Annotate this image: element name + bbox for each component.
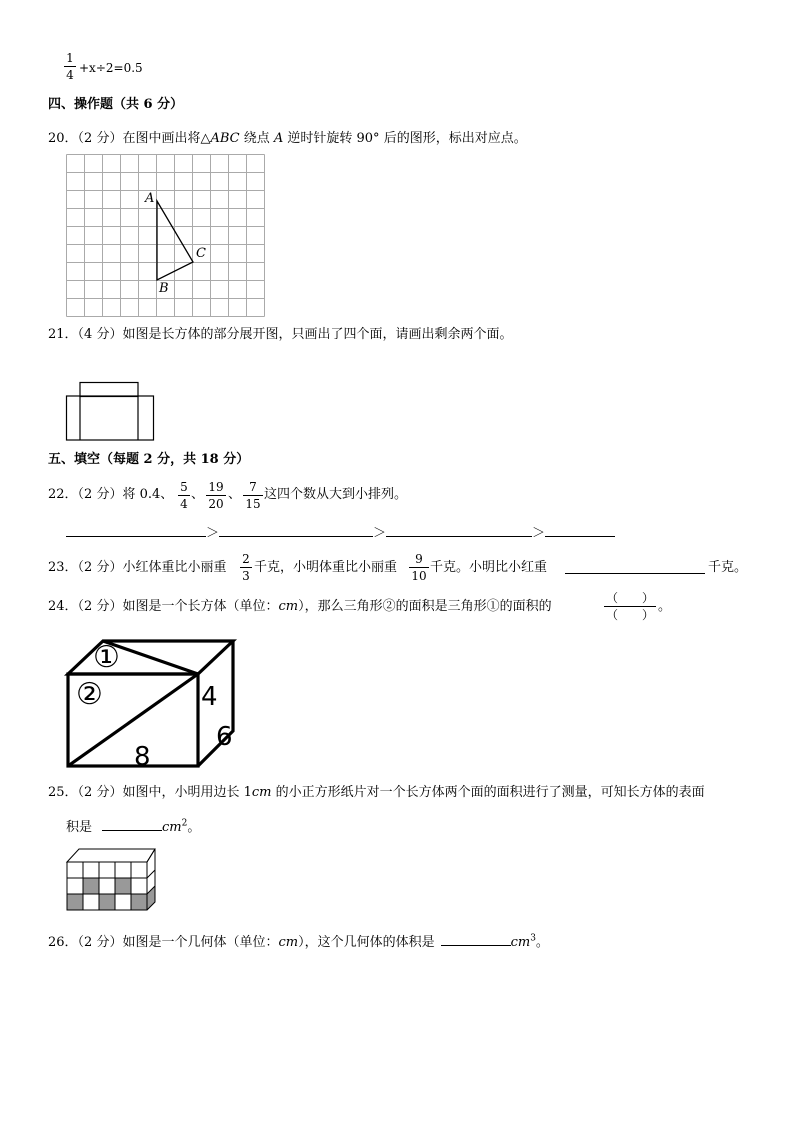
fraction-denominator: 4 [180,497,188,511]
q25-text-area: 积是 [66,820,93,835]
cuboid-net-figure [66,382,156,444]
question-21: 21．（4 分）如图是长方体的部分展开图，只画出了四个面，请画出剩余两个面。 [48,327,513,342]
greater-than-sign: ＞ [532,526,546,541]
answer-blank[interactable] [102,818,162,831]
fraction-numerator: 19 [208,480,224,494]
equation-rest: +x÷2=0.5 [79,61,143,75]
triangle-label-2: ② [76,677,103,712]
fraction-denominator: 10 [411,569,427,583]
greater-than-sign: ＞ [206,526,220,541]
q22-fraction-2 [206,481,226,510]
q25-unit-cm: cm [251,785,272,800]
question-20 [48,132,527,145]
label-point-b: B [159,281,169,296]
q20-point-a: A [273,131,284,146]
q23-unit: 千克。 [708,560,748,575]
answer-blank[interactable] [441,933,511,946]
q24-period: 。 [658,599,672,614]
answer-blank[interactable] [565,561,705,574]
fraction-numerator: 1 [66,51,74,65]
square-paper-figure [66,848,158,912]
fraction-numerator: 5 [180,480,188,494]
q25-text-end: 的小正方形纸片对一个长方体两个面的面积进行了测量，可知长方体的表面 [271,785,705,800]
answer-blank[interactable] [219,524,373,537]
q26-superscript: 3 [530,933,536,944]
q26-text-end: ），这个几何体的体积是 [298,935,435,950]
q25-superscript: 2 [181,818,188,829]
q26-period: 。 [535,935,549,950]
q26-unit: cm [510,935,531,950]
q26-unit-cm: cm [278,935,299,950]
q23-text-end: 千克。小明比小红重 [430,560,548,575]
fraction-numerator-blank[interactable]: （ ） [605,591,654,605]
fraction-one-quarter [64,52,76,81]
q22-answer-row [66,524,615,540]
fraction-denominator: 15 [245,497,261,511]
question-25-line-1 [48,786,705,799]
q24-answer-fraction[interactable] [604,592,656,621]
fraction-numerator: 9 [415,552,423,566]
q22-separator-2: 、 [228,487,242,502]
fraction-denominator-blank[interactable]: （ ） [605,608,654,622]
q24-unit-cm: cm [278,599,299,614]
q23-fraction-2 [409,553,429,582]
question-25-line-2 [66,818,200,834]
triangle-label-1: ① [93,640,120,675]
q22-separator-1: 、 [191,487,205,502]
dimension-depth: 6 [216,722,233,752]
fraction-numerator: 7 [249,480,257,494]
question-24 [48,600,552,613]
q22-fraction-3 [243,481,263,510]
question-26 [48,933,549,949]
q23-text-middle: 千克，小明体重比小丽重 [254,560,398,575]
q25-period: 。 [187,820,201,835]
q23-text-start: 23．（2 分）小红体重比小丽重 [48,560,227,575]
fraction-denominator: 20 [208,497,224,511]
q25-unit: cm [162,820,182,835]
label-point-a: A [145,191,155,206]
q22-text-end: 这四个数从大到小排列。 [264,487,408,502]
answer-blank[interactable] [545,524,615,537]
q25-text-start: 25．（2 分）如图中，小明用边长 1 [48,785,252,800]
fraction-denominator: 3 [242,569,250,583]
label-point-c: C [196,246,206,261]
fraction-denominator: 4 [66,68,74,82]
q20-rest: 逆时针旋转 90° 后的图形，标出对应点。 [283,131,527,146]
answer-blank[interactable] [66,524,206,537]
q24-text-end: ），那么三角形②的面积是三角形①的面积的 [298,599,552,614]
section-four-title: 四、操作题（共 6 分） [48,97,184,112]
q20-mid: 绕点 [239,131,274,146]
answer-blank[interactable] [386,524,532,537]
q24-text-start: 24．（2 分）如图是一个长方体（单位： [48,599,279,614]
q22-fraction-1 [178,481,190,510]
greater-than-sign: ＞ [373,526,387,541]
q20-abc: ABC [210,131,240,146]
dimension-height: 4 [201,682,218,712]
section-five-title: 五、填空（每题 2 分，共 18 分） [48,452,250,467]
q23-fraction-1 [240,553,252,582]
fraction-numerator: 2 [242,552,250,566]
dimension-length: 8 [134,742,151,772]
q26-text-start: 26．（2 分）如图是一个几何体（单位： [48,935,279,950]
q22-text-start: 22．（2 分）将 0.4、 [48,487,174,502]
q20-prefix: 20．（2 分）在图中画出将△ [48,131,211,146]
